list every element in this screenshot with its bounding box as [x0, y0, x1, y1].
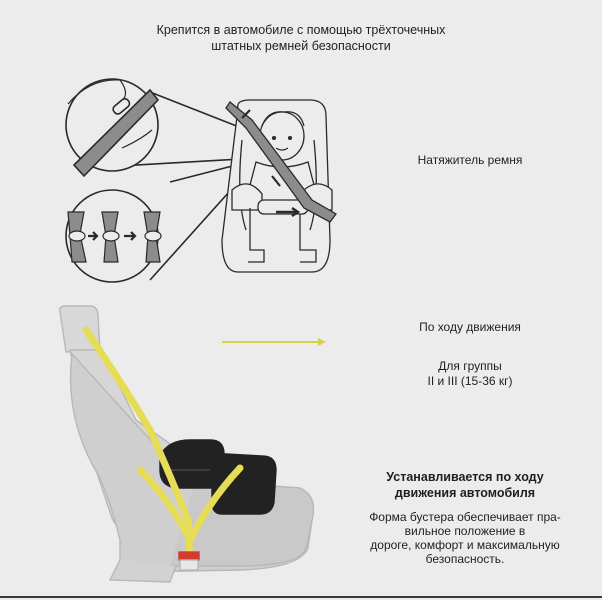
desc-line-4: безопасность. — [425, 552, 505, 566]
group-label — [370, 359, 570, 389]
bottom-divider — [0, 596, 602, 598]
child-booster-front-illustration — [222, 100, 336, 272]
install-heading-line-1: Устанавливается по ходу — [386, 470, 544, 484]
install-heading — [330, 469, 600, 501]
direction-arrow-icon — [222, 338, 326, 346]
install-heading-line-2: движения автомобиля — [394, 486, 536, 500]
title-line-1: Крепится в автомобиле с помощью трёхточечных — [156, 23, 446, 37]
group-line-2: II и III (15-36 кг) — [427, 374, 513, 388]
desc-line-2: вильное положение в — [404, 524, 526, 538]
install-description — [330, 510, 600, 566]
tensioner-label: Натяжитель ремня — [417, 153, 523, 167]
title-line-2: штатных ремней безопасности — [211, 39, 391, 53]
car-seat-side-illustration — [60, 306, 314, 582]
group-line-1: Для группы — [438, 359, 502, 373]
desc-line-3: дороге, комфорт и максимальную — [370, 538, 560, 552]
desc-line-1: Форма бустера обеспечивает пра- — [369, 510, 561, 524]
direction-label: По ходу движения — [419, 320, 521, 334]
tensioner-steps-icon — [68, 212, 161, 262]
